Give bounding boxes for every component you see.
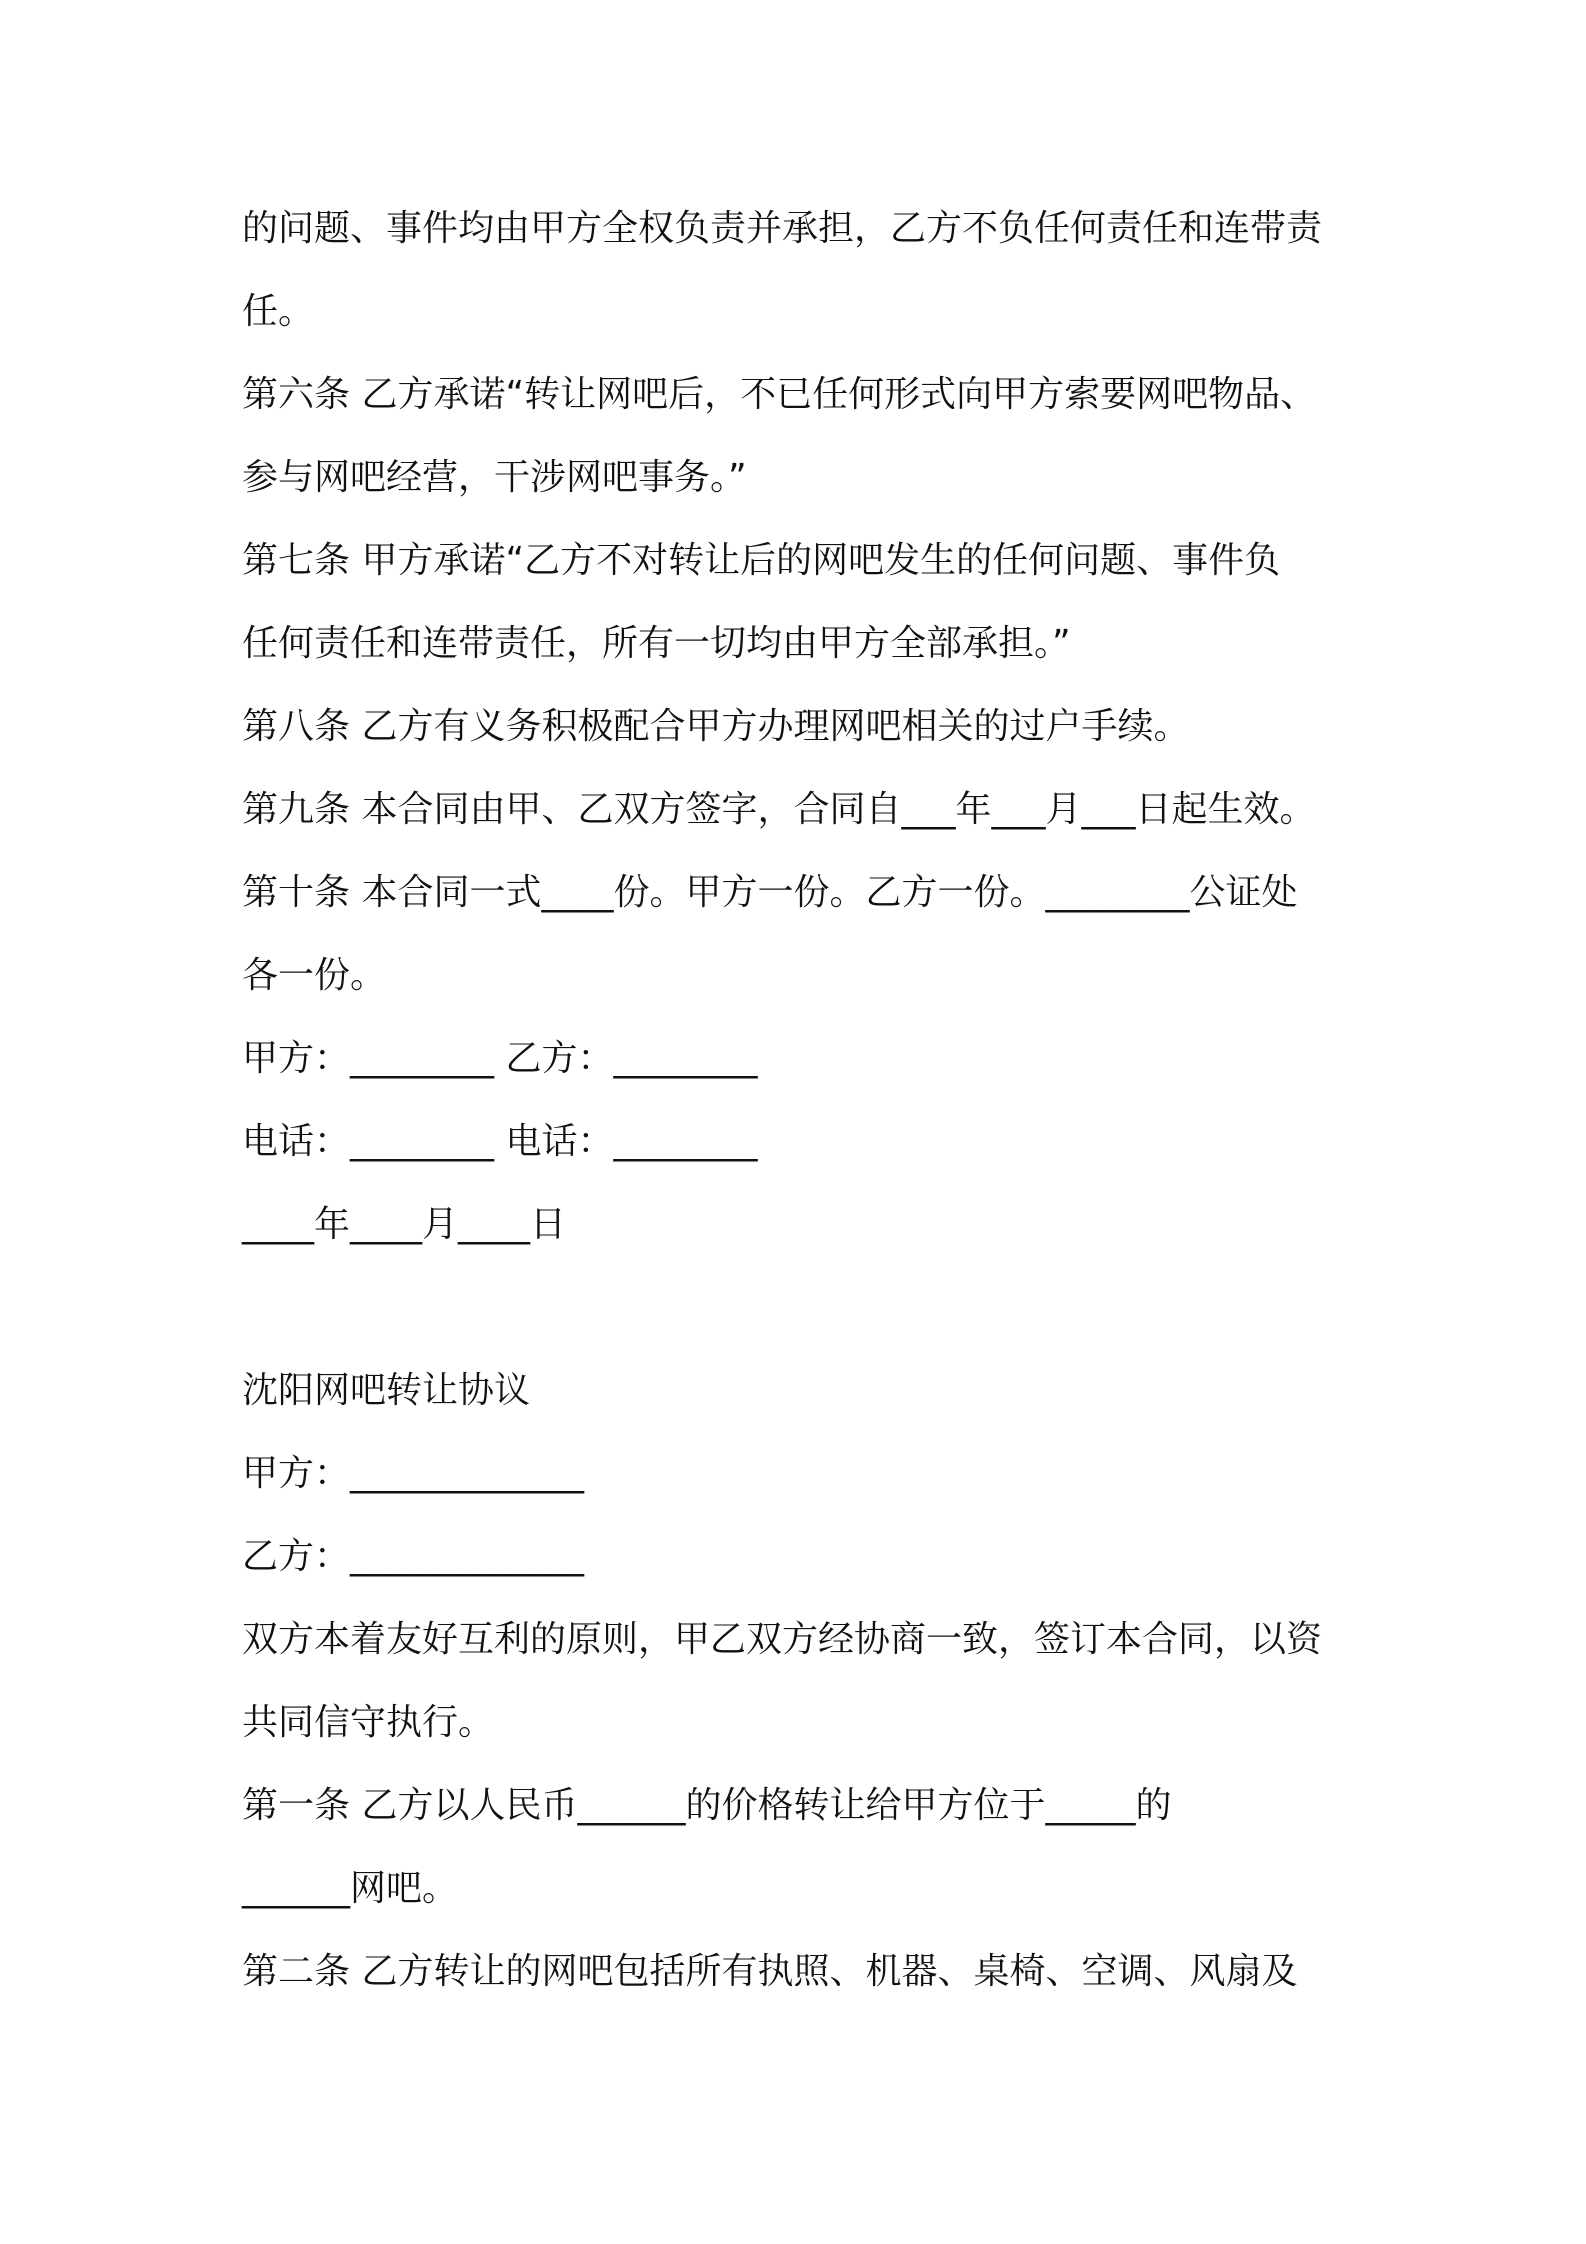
article-7-line: 第七条 甲方承诺“乙方不对转让后的网吧发生的任何问题、事件负 [242,540,1281,581]
article-2-line: 第二条 乙方转让的网吧包括所有执照、机器、桌椅、空调、风扇及 [242,1951,1298,1992]
text-line: ______网吧。 [242,1868,459,1909]
text-line: 各一份。 [242,955,387,996]
agreement-title: 沈阳网吧转让协议 [242,1370,531,1411]
text-line: 任何责任和连带责任，所有一切均由甲方全部承担。” [242,623,1071,664]
article-1-line: 第一条 乙方以人民币______的价格转让给甲方位于_____的 [242,1785,1172,1826]
text-line: 共同信守执行。 [242,1702,495,1743]
article-6-line: 第六条 乙方承诺“转让网吧后，不已任何形式向甲方索要网吧物品、 [242,374,1317,415]
article-10-line: 第十条 本合同一式____份。甲方一份。乙方一份。________公证处 [242,872,1298,913]
date-line: ____年____月____日 [242,1204,567,1245]
preamble-line: 双方本着友好互利的原则，甲乙双方经协商一致，签订本合同，以资 [242,1619,1323,1660]
article-9-line: 第九条 本合同由甲、乙双方签字，合同自___年___月___日起生效。 [242,789,1316,830]
text-line: 的问题、事件均由甲方全权负责并承担，乙方不负任何责任和连带责 [242,208,1323,249]
phone-line: 电话：________ 电话：________ [242,1121,758,1162]
text-line: 任。 [242,291,315,332]
article-8-line: 第八条 乙方有义务积极配合甲方办理网吧相关的过户手续。 [242,706,1190,747]
party-signature-line: 甲方：________ 乙方：________ [242,1038,758,1079]
text-line: 参与网吧经营，干涉网吧事务。” [242,457,747,498]
party-a-line: 甲方：_____________ [242,1453,585,1494]
party-b-line: 乙方：_____________ [242,1536,585,1577]
